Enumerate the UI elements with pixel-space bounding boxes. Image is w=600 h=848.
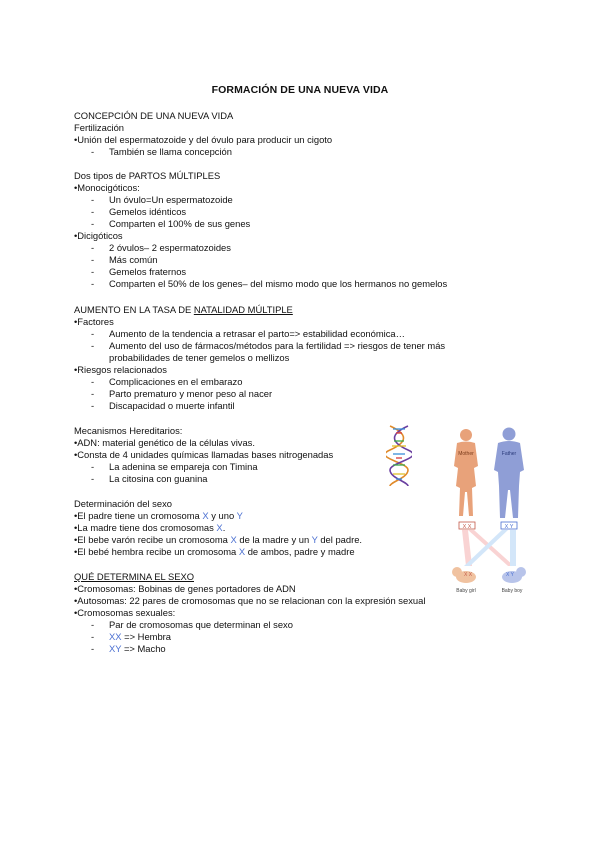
dash-item: - Aumento de la tendencia a retrasar el parto=> estabilidad económica… (91, 328, 406, 339)
father-chromosomes: X Y (504, 524, 514, 530)
dash-item: - La citosina con guanina (91, 473, 208, 484)
dash-item: - Más común (91, 254, 158, 265)
subheading: Fertilización (74, 122, 125, 133)
bullet: •Unión del espermatozoide y del óvulo para producir un cigoto (74, 134, 333, 145)
baby-girl-label: Baby girl (456, 588, 476, 594)
dash-item: - XY => Macho (91, 643, 166, 654)
baby-girl-figure (452, 567, 476, 583)
section-concepcion (74, 110, 332, 158)
bullet: •El bebe varón recibe un cromosoma X de la madre y un Y del padre. (74, 534, 363, 545)
dash-item: - Complicaciones en el embarazo (91, 376, 243, 387)
section-determinacion-sexo (74, 498, 362, 558)
dash-item: - Discapacidad o muerte infantil (91, 400, 235, 411)
dash-item: - Par de cromosomas que determinan el sexo (91, 619, 293, 630)
section-heading: Mecanismos Hereditarios: (74, 425, 183, 436)
dash-item: - Parto prematuro y menor peso al nacer (91, 388, 273, 399)
bullet: •Riesgos relacionados (74, 364, 167, 375)
dash-item: - Gemelos fraternos (91, 266, 187, 277)
dash-item: - Comparten el 50% de los genes– del mismo modo que los hermanos no gemelos (91, 278, 448, 289)
bullet: •Autosomas: 22 pares de cromosomas que no se relacionan con la expresión sexual (74, 595, 426, 606)
mother-label: Mother (458, 451, 474, 457)
bullet: •Consta de 4 unidades químicas llamadas bases nitrogenadas (74, 449, 334, 460)
bullet: •Cromosomas sexuales: (74, 607, 176, 618)
bullet: •Dicigóticos (74, 230, 123, 241)
document-title: FORMACIÓN DE UNA NUEVA VIDA (211, 84, 389, 96)
baby-boy-label: Baby boy (501, 588, 523, 594)
section-que-determina-sexo (74, 571, 429, 655)
section-heading: Determinación del sexo (74, 498, 172, 509)
father-figure (494, 428, 524, 519)
section-heading: Dos tipos de PARTOS MÚLTIPLES (74, 170, 221, 181)
bullet: •El bebé hembra recibe un cromosoma X de ambos, padre y madre (74, 546, 355, 557)
dash-item: - XX => Hembra (91, 631, 172, 642)
sex-determination-figure (444, 426, 534, 604)
svg-text:X Y: X Y (506, 572, 514, 578)
svg-text:X X: X X (463, 572, 473, 578)
baby-boy-figure (502, 567, 526, 583)
dna-helix-image (386, 424, 412, 488)
bullet: •ADN: material genético de la células vivas. (74, 437, 255, 448)
bullet: •Cromosomas: Bobinas de genes portadores de ADN (74, 583, 296, 594)
dash-item: - Gemelos idénticos (91, 206, 187, 217)
section-partos-multiples (74, 170, 447, 290)
father-label: Father (501, 451, 517, 457)
dash-item: - También se llama concepción (91, 146, 232, 157)
bullet: •Factores (74, 316, 114, 327)
bullet: •La madre tiene dos cromosomas X. (74, 522, 226, 533)
bullet: •Monocigóticos: (74, 182, 140, 193)
section-heading: CONCEPCIÓN DE UNA NUEVA VIDA (74, 110, 234, 121)
mother-chromosomes: X X (462, 524, 472, 530)
dash-item: - Aumento del uso de fármacos/métodos para la fertilidad => riesgos de tener más (91, 340, 446, 351)
mother-figure (454, 429, 478, 516)
dash-item: - La adenina se empareja con Timina (91, 461, 258, 472)
section-heading: AUMENTO EN LA TASA DE NATALIDAD MÚLTIPLE (74, 304, 293, 315)
dash-item: - 2 óvulos– 2 espermatozoides (91, 242, 231, 253)
inheritance-arrows (462, 530, 516, 566)
section-heading: QUÉ DETERMINA EL SEXO (74, 571, 194, 582)
dash-item-continuation: probabilidades de tener gemelos o mellizos (109, 352, 290, 363)
dash-item: - Comparten el 100% de sus genes (91, 218, 251, 229)
dash-item: - Un óvulo=Un espermatozoide (91, 194, 233, 205)
bullet: •El padre tiene un cromosoma X y uno Y (74, 510, 243, 521)
section-mecanismos (74, 425, 333, 485)
section-natalidad-multiple (74, 304, 445, 412)
